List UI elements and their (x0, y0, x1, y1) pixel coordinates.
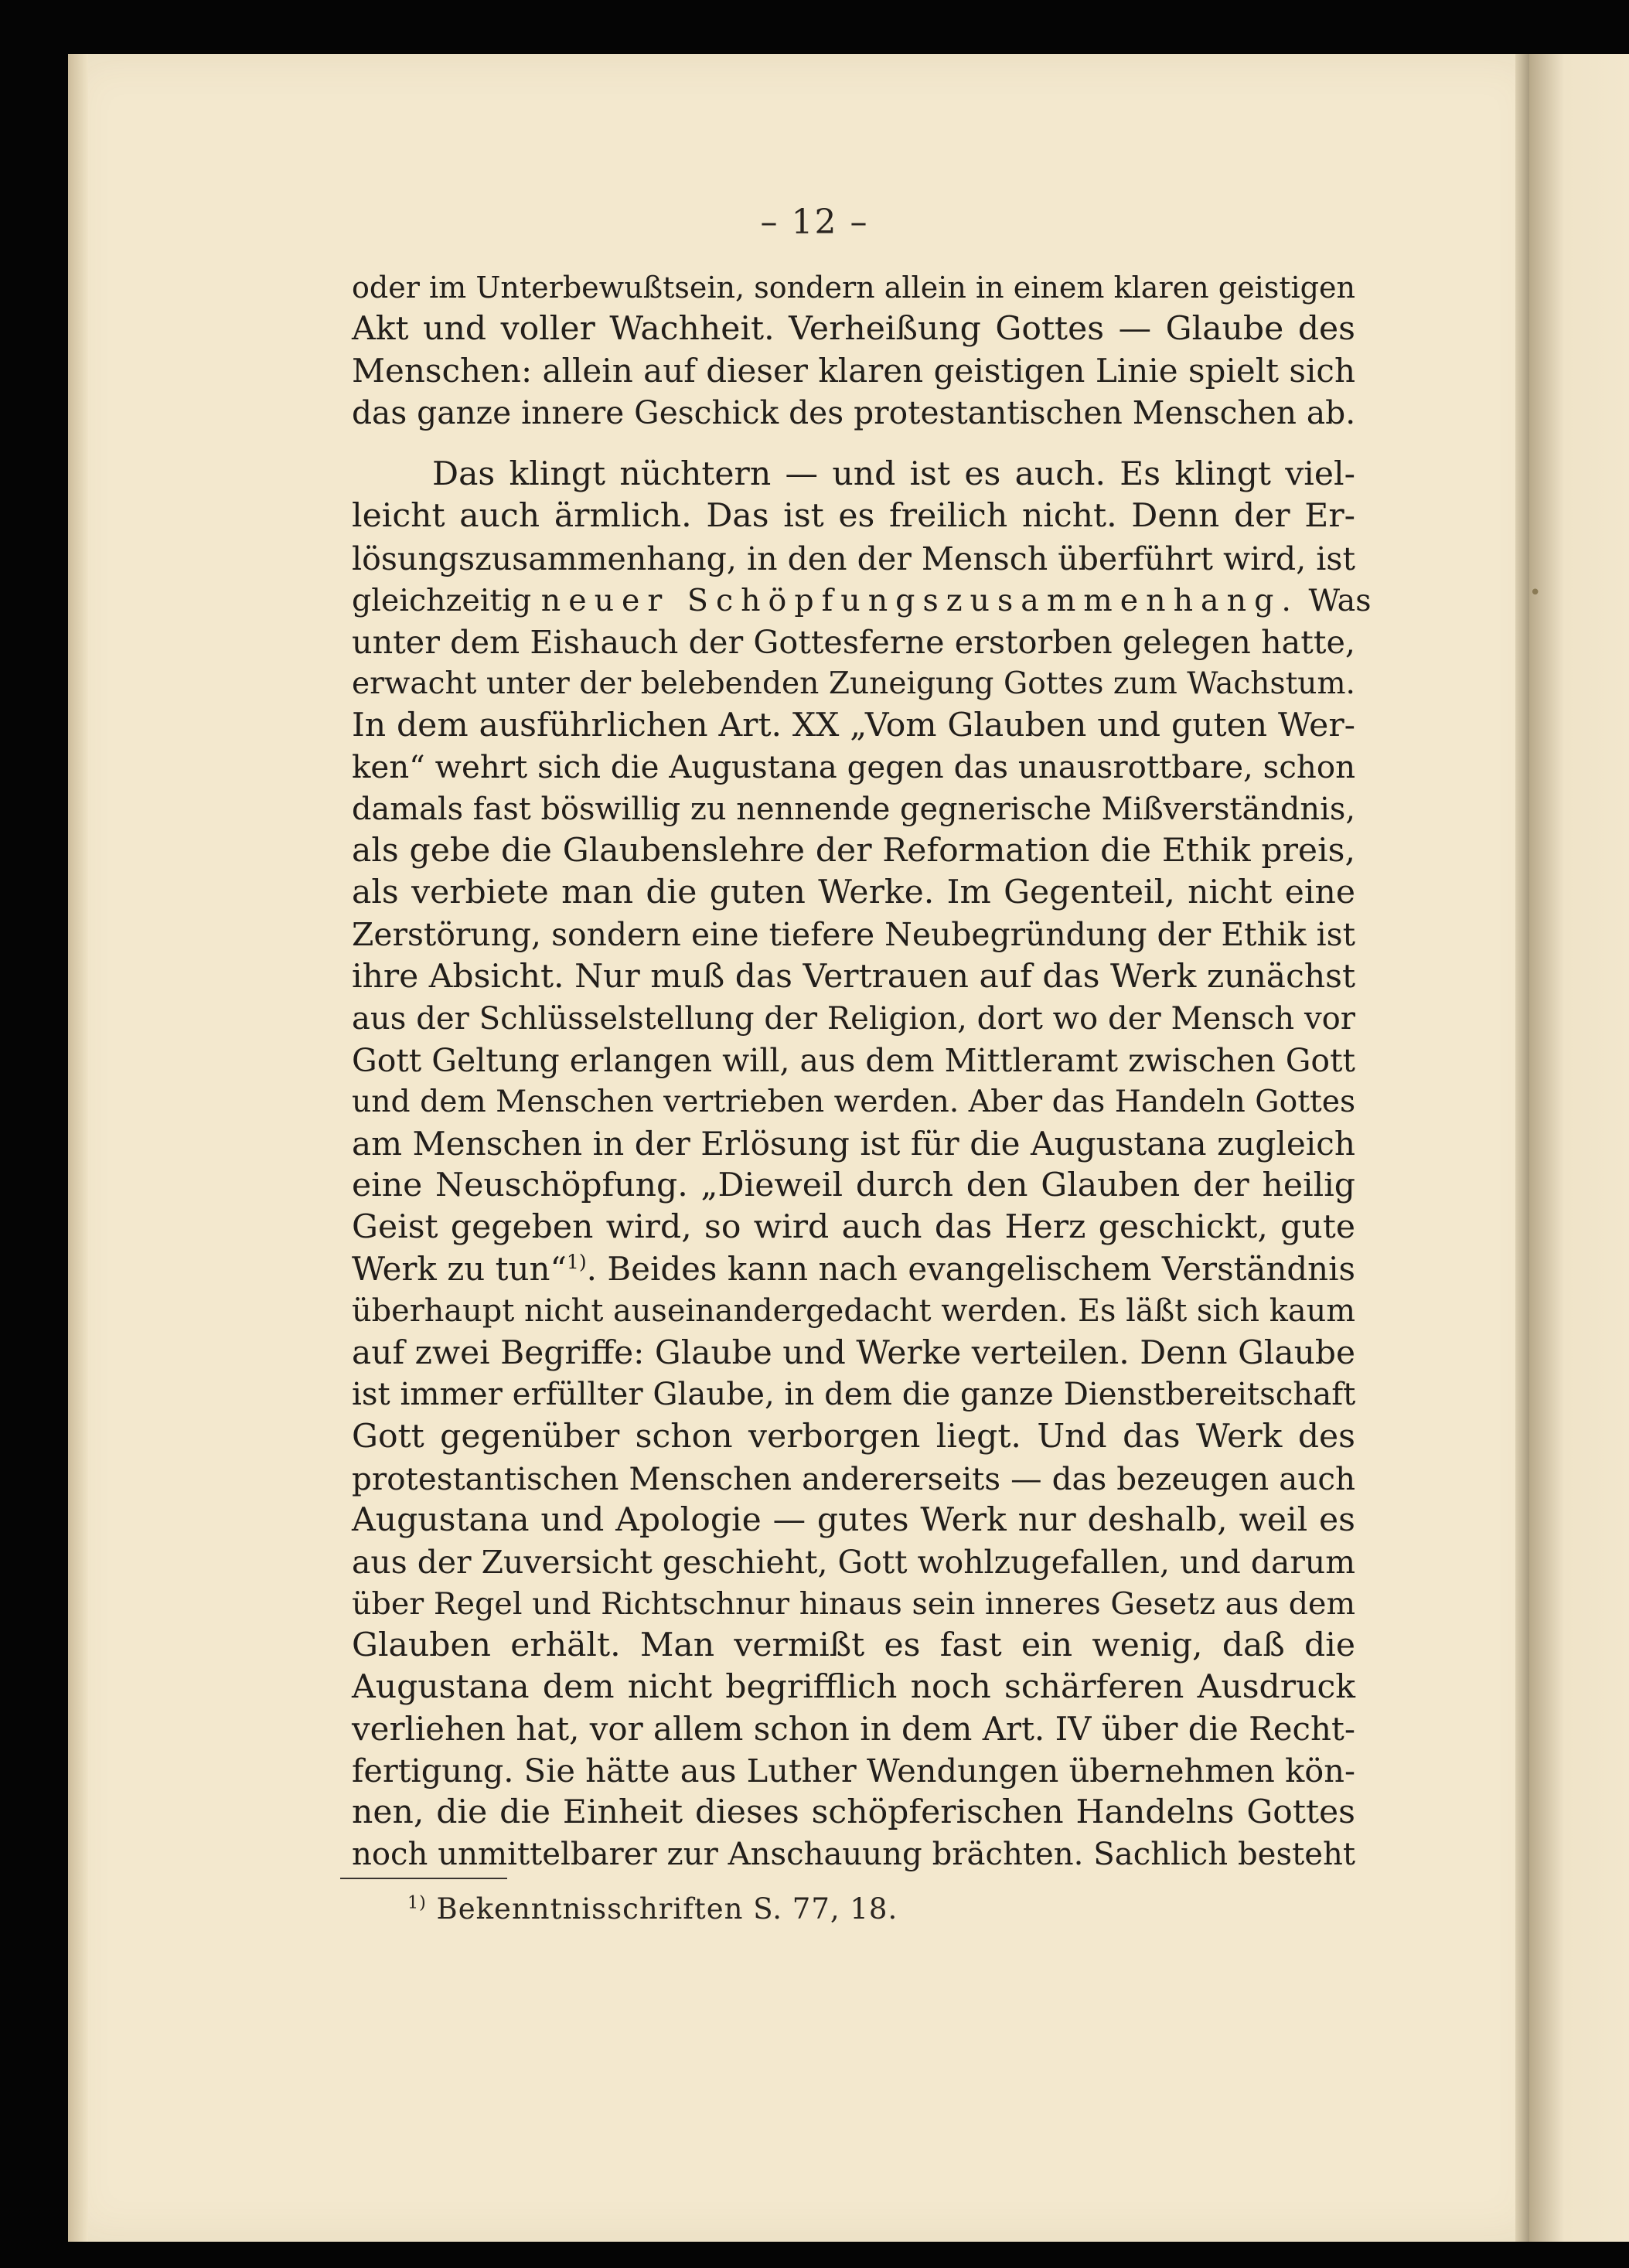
text-line: oder im Unterbewußtsein, sondern allein in einem klaren geistigen (352, 271, 1355, 305)
text-run: . Beides kann nach evangelischem Verständnis (586, 1250, 1355, 1289)
text-line: als gebe die Glaubenslehre der Reformation die Ethik preis, (352, 832, 1355, 870)
text-line: ihre Absicht. Nur muß das Vertrauen auf das Werk zunächst (352, 957, 1355, 996)
spaced-emphasis: neuer Schöpfungszusammenhang. (540, 582, 1299, 618)
text-line: erwacht unter der belebenden Zuneigung Gottes zum Wachstum. (352, 666, 1355, 701)
text-run: Werk zu tun“ (352, 1250, 567, 1289)
text-line: Augustana und Apologie — gutes Werk nur deshalb, weil es (352, 1500, 1355, 1539)
text-line: und dem Menschen vertrieben werden. Aber das Handeln Gottes (352, 1084, 1356, 1119)
main-text (352, 267, 1372, 1876)
text-line: aus der Schlüsselstellung der Religion, dort wo der Mensch vor (352, 1000, 1355, 1037)
text-line: Akt und voller Wachheit. Verheißung Gottes — Glaube des (352, 310, 1355, 349)
text-line-with-footnote (352, 1248, 1355, 1290)
text-line: Augustana dem nicht begrifflich noch schärferen Ausdruck (352, 1668, 1355, 1707)
text-line: leicht auch ärmlich. Das ist es freilich nicht. Denn der Er- (352, 497, 1355, 536)
text-line: fertigung. Sie hätte aus Luther Wendungen übernehmen kön- (352, 1752, 1355, 1790)
text-line: überhaupt nicht auseinandergedacht werden. Es läßt sich kaum (352, 1293, 1355, 1330)
footnote-rule (340, 1878, 507, 1879)
text-line: Gott Geltung erlangen will, aus dem Mittleramt zwischen Gott (352, 1041, 1355, 1079)
text-line: Geist gegeben wird, so wird auch das Herz geschickt, gute (352, 1208, 1355, 1247)
text-line: als verbiete man die guten Werke. Im Gegenteil, nicht eine (352, 873, 1355, 912)
text-line: damals fast böswillig zu nennende gegnerische Mißverständnis, (352, 792, 1355, 828)
text-line: über Regel und Richtschnur hinaus sein inneres Gesetz aus dem (352, 1585, 1355, 1622)
text-line: eine Neuschöpfung. „Dieweil durch den Glauben der heilig (352, 1166, 1355, 1204)
text-line: auf zwei Begriffe: Glaube und Werke verteilen. Denn Glaube (352, 1333, 1355, 1372)
text-line: das ganze innere Geschick des protestantischen Menschen ab. (352, 394, 1356, 432)
footnote-mark: 1) (407, 1892, 427, 1913)
text-line: Das klingt nüchtern — und ist es auch. Es klingt viel- (432, 455, 1355, 494)
text-line: ken“ wehrt sich die Augustana gegen das unausrottbare, schon (352, 750, 1355, 786)
text-run: Was (1308, 582, 1372, 618)
text-line: Gott gegenüber schon verborgen liegt. Und das Werk des (352, 1417, 1355, 1456)
footnote-text: Bekenntnisschriften S. 77, 18. (436, 1892, 898, 1926)
text-line: nen, die die Einheit dieses schöpferischen Handelns Gottes (352, 1793, 1355, 1832)
text-line: Glauben erhält. Man vermißt es fast ein wenig, daß die (352, 1626, 1355, 1664)
text-line: am Menschen in der Erlösung ist für die Augustana zugleich (352, 1124, 1355, 1163)
text-line: unter dem Eishauch der Gottesferne erstorben gelegen hatte, (352, 623, 1355, 661)
text-line: Zerstörung, sondern eine tiefere Neubegründung der Ethik ist (352, 916, 1355, 954)
text-line: ist immer erfüllter Glaube, in dem die ganze Dienstbereitschaft (352, 1377, 1356, 1413)
text-run: gleichzeitig (352, 582, 532, 618)
text-line: verliehen hat, vor allem schon in dem Art. IV über die Recht- (352, 1710, 1355, 1749)
margin-speck: • (1529, 581, 1542, 604)
text-line: Menschen: allein auf dieser klaren geistigen Linie spielt sich (352, 352, 1355, 390)
page-number: – 12 – (760, 203, 869, 242)
facing-page-edge (1529, 54, 1629, 2242)
text-line: aus der Zuversicht geschieht, Gott wohlzugefallen, und darum (352, 1543, 1355, 1581)
text-line-emphasis (352, 580, 1372, 621)
paragraph-gap (352, 434, 1355, 454)
footnote-reference: 1) (566, 1251, 587, 1274)
text-line: noch unmittelbarer zur Anschauung brächten. Sachlich besteht (352, 1837, 1355, 1873)
footnote (407, 1892, 898, 1926)
text-line: lösungszusammenhang, in den der Mensch überführt wird, ist (352, 540, 1355, 577)
text-line: protestantischen Menschen andererseits — das bezeugen auch (352, 1459, 1355, 1497)
page-left-edge (68, 54, 88, 2242)
text-line: In dem ausführlichen Art. XX „Vom Glauben und guten Wer- (352, 706, 1355, 744)
